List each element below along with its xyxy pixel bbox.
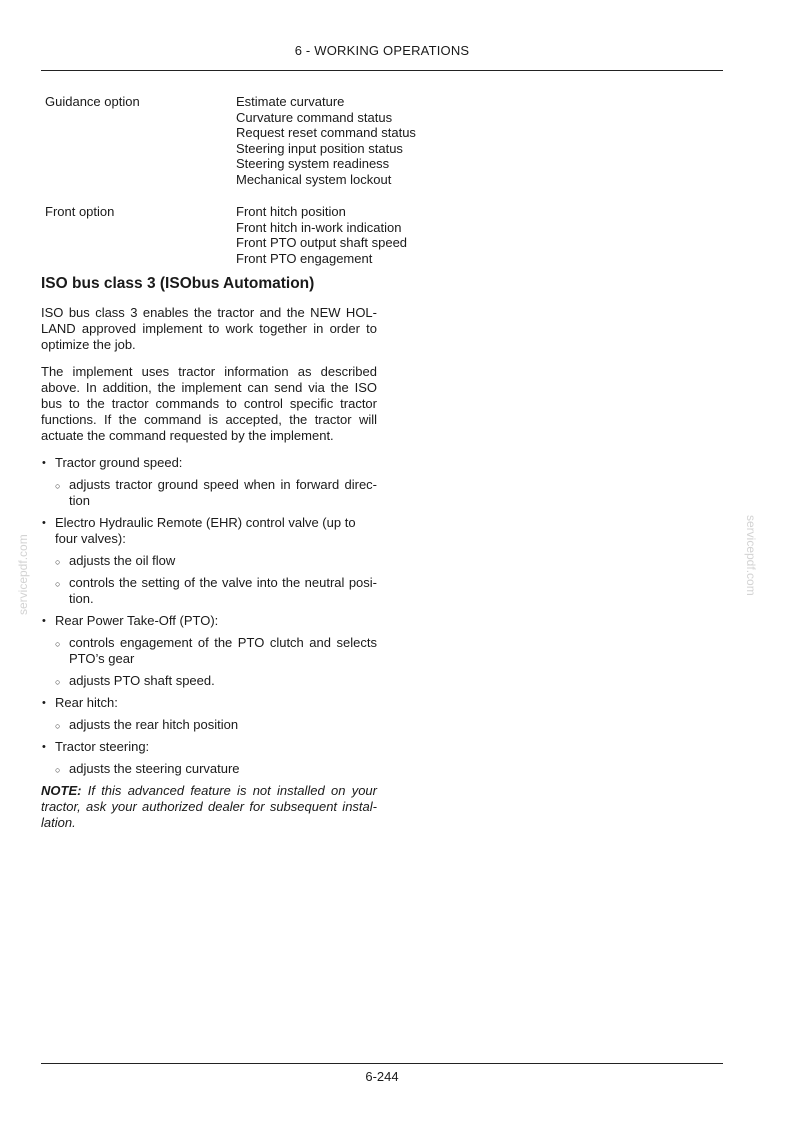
list-item-text: Rear Power Take-Off (PTO): xyxy=(55,613,219,628)
sub-list xyxy=(55,553,377,607)
list-item xyxy=(41,695,377,733)
list-item xyxy=(41,515,377,607)
sub-list xyxy=(55,761,377,777)
option-value: Mechanical system lockout xyxy=(236,171,392,187)
option-value: Front hitch position xyxy=(236,204,346,219)
list-item xyxy=(41,455,377,509)
header-rule xyxy=(41,70,723,71)
sub-list xyxy=(55,477,377,509)
list-item-text: Tractor steering: xyxy=(55,739,150,754)
list-item xyxy=(41,613,377,689)
section-title: ISO bus class 3 (ISObus Automation) xyxy=(41,275,315,292)
option-value: Front hitch in-work indication xyxy=(236,219,402,235)
sub-list-item: ○ adjusts tractor ground speed when in forward direc-tion xyxy=(55,477,377,509)
sub-list-item: ○ adjusts the rear hitch position xyxy=(55,717,377,733)
sub-list-item: ○ controls the setting of the valve into the neutral posi-tion. xyxy=(55,575,377,607)
option-value: Front PTO engagement xyxy=(236,250,373,266)
list-item-text: Electro Hydraulic Remote (EHR) control valve (up to four valves): xyxy=(55,515,356,546)
option-value: Curvature command status xyxy=(236,109,393,125)
option-values xyxy=(236,204,407,266)
sub-list-item: ○ controls engagement of the PTO clutch and selects PTO’s gear xyxy=(55,635,377,667)
sub-list-item: ○ adjusts PTO shaft speed. xyxy=(55,673,377,689)
paragraph: The implement uses tractor information as described above. In addition, the implement can send via the ISO bus to the tractor commands to control specific tractor functions. If the command is accepted, the tractor will actuate the command requested by the implement. xyxy=(41,364,377,443)
sub-list xyxy=(55,635,377,689)
table-row xyxy=(45,94,416,187)
options-table xyxy=(45,94,416,266)
option-value: Request reset command status xyxy=(236,125,416,140)
feature-list xyxy=(41,455,377,777)
sub-list-item: ○ adjusts the steering curvature xyxy=(55,761,377,777)
footer-rule xyxy=(41,1063,723,1064)
option-label: Guidance option xyxy=(45,94,140,109)
list-item-text: Rear hitch: xyxy=(55,695,118,710)
list-item-text: Tractor ground speed: xyxy=(55,455,183,470)
option-value: Steering system readiness xyxy=(236,156,390,171)
option-value: Steering input position status xyxy=(236,140,403,156)
paragraph: ISO bus class 3 enables the tractor and the NEW HOL-LAND approved implement to work together in order to optimize the job. xyxy=(41,305,377,352)
option-value: Estimate curvature xyxy=(236,94,345,109)
watermark-right: servicepdf.com xyxy=(744,515,758,596)
main-content xyxy=(41,274,377,844)
option-values xyxy=(236,94,416,187)
sub-list-item: ○ adjusts the oil flow xyxy=(55,553,377,569)
option-label: Front option xyxy=(45,204,115,219)
sub-list xyxy=(55,717,377,733)
list-item xyxy=(41,739,377,777)
note xyxy=(41,783,377,831)
table-row xyxy=(45,204,416,266)
page-header-title: 6 - WORKING OPERATIONS xyxy=(294,43,470,58)
watermark-left: servicepdf.com xyxy=(16,534,30,615)
option-value: Front PTO output shaft speed xyxy=(236,235,408,250)
note-label: NOTE: xyxy=(41,783,82,798)
page-number: 6-244 xyxy=(365,1069,399,1084)
note-text: If this advanced feature is not installed on your tractor, ask your authorized dealer for subsequent instal-lation. xyxy=(41,783,377,830)
